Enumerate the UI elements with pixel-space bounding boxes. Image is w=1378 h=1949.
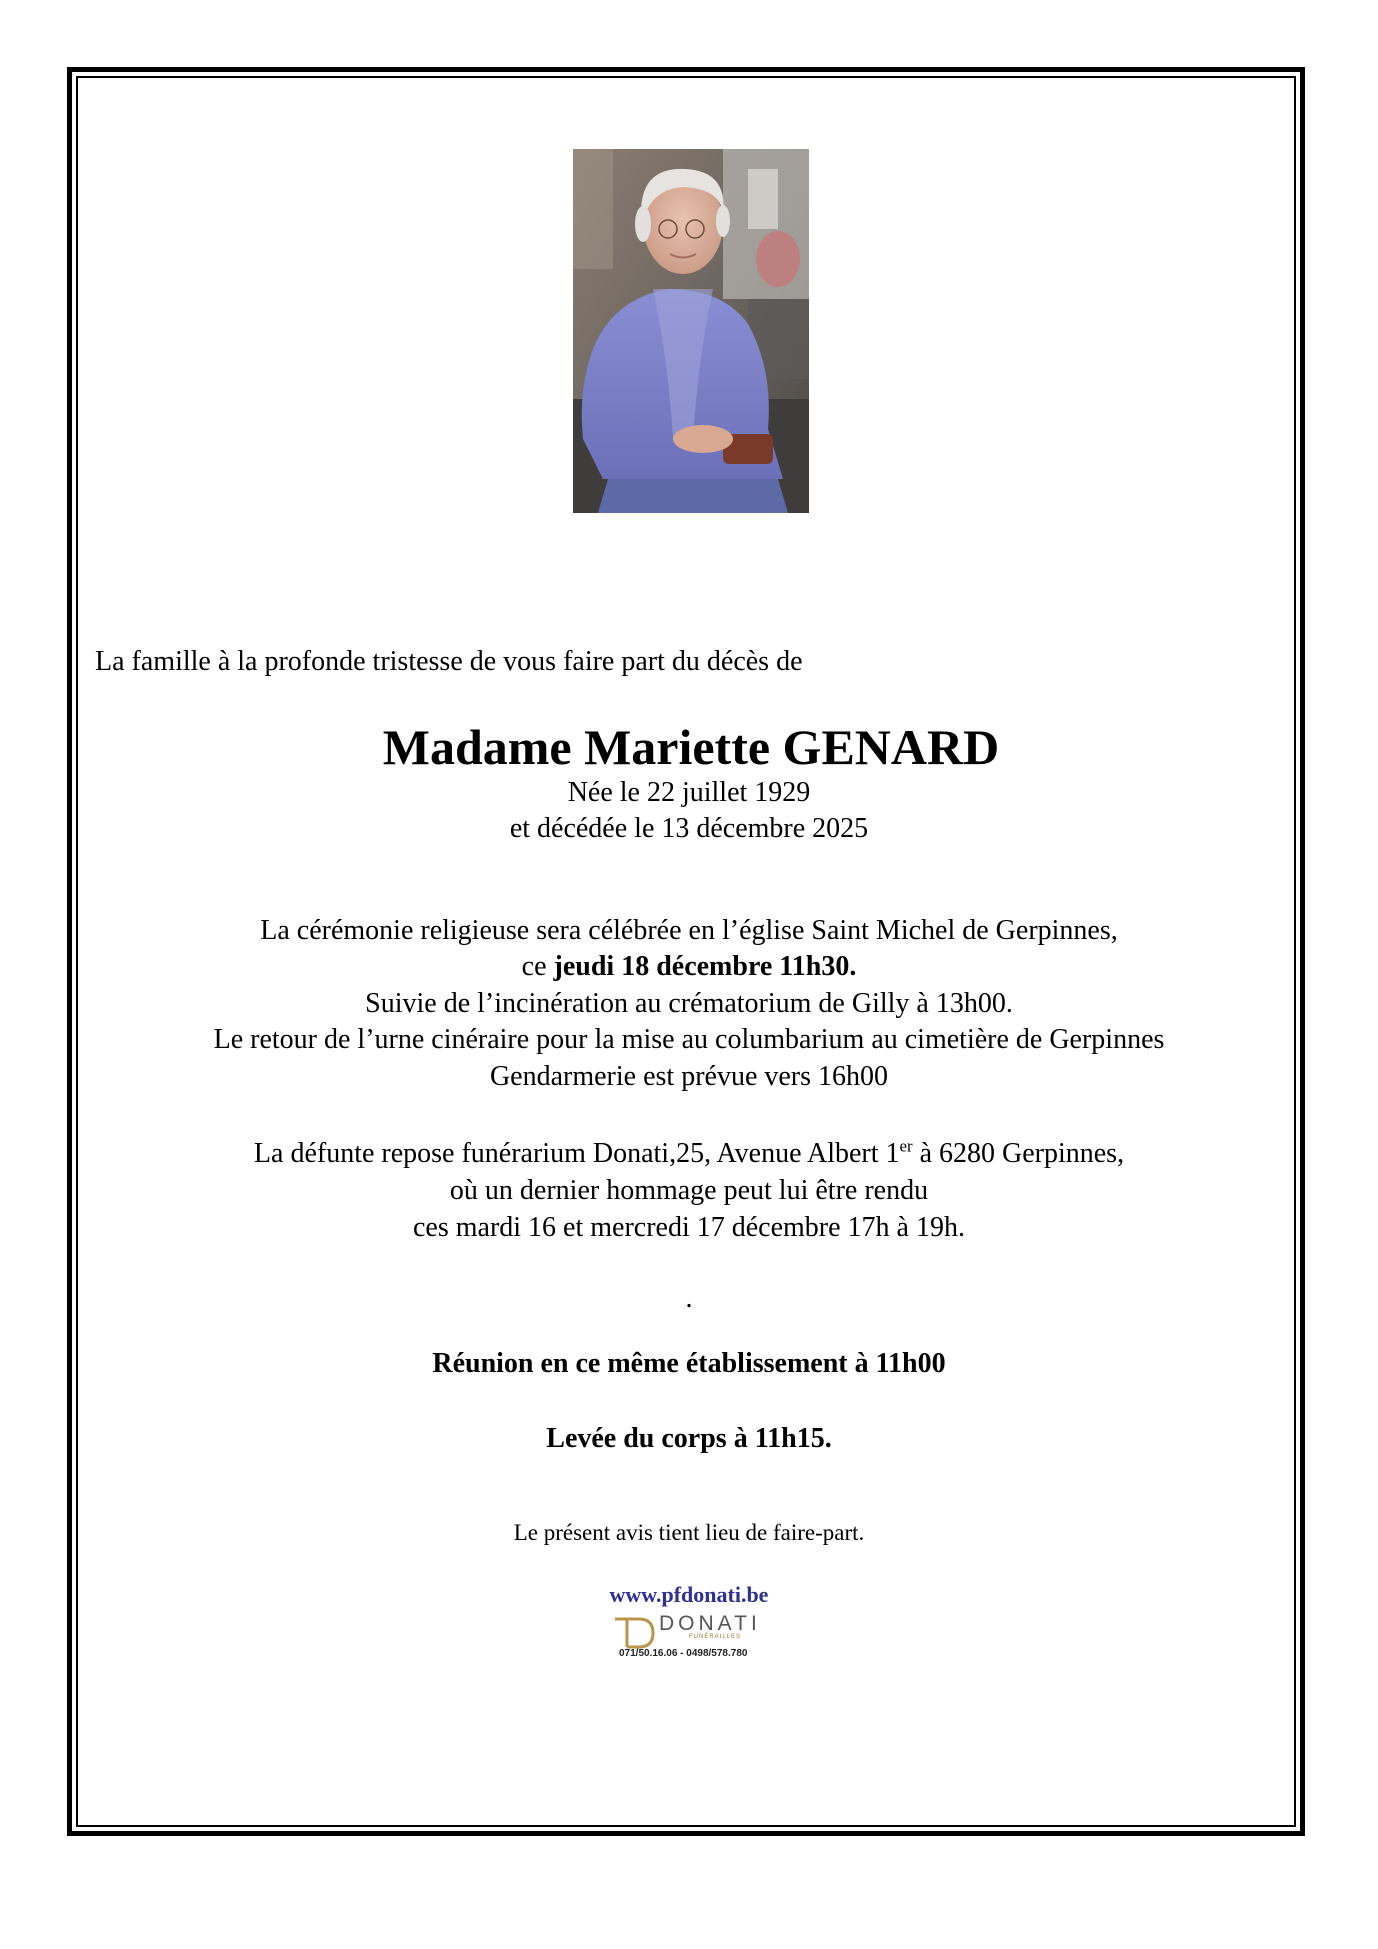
- ceremony-date: jeudi 18 décembre 11h30.: [553, 951, 857, 982]
- website-link[interactable]: www.pfdonati.be: [609, 1582, 769, 1607]
- donati-logo: [613, 1613, 773, 1663]
- ceremony-line-1: La cérémonie religieuse sera célébrée en l’église Saint Michel de Gerpinnes,: [260, 915, 1118, 946]
- logo-subtitle: FUNÉRAILLES: [689, 1634, 742, 1640]
- visitation-address-start: La défunte repose funérarium Donati,25, Avenue Albert 1: [253, 1138, 900, 1169]
- logo-wordmark: DONATI: [659, 1612, 761, 1635]
- meeting-info: Réunion en ce même établissement à 11h00: [432, 1348, 946, 1379]
- separator-dot: .: [685, 1283, 693, 1314]
- birth-date: Née le 22 juillet 1929: [567, 777, 811, 808]
- notice-text: Le présent avis tient lieu de faire-part.: [513, 1520, 865, 1545]
- ceremony-line-2: [0, 953, 1378, 981]
- visitation-line-3: ces mardi 16 et mercredi 17 décembre 17h à 19h.: [412, 1212, 965, 1243]
- ceremony-line-3: Suivie de l’incinération au crématorium de Gilly à 13h00.: [365, 988, 1013, 1019]
- visitation-line-2: où un dernier hommage peut lui être rendu: [449, 1175, 929, 1206]
- donati-monogram-icon: [613, 1613, 657, 1649]
- visitation-line-1: [0, 1136, 1378, 1169]
- portrait-photo: [573, 149, 809, 513]
- deceased-name: Madame Mariette GENARD: [382, 719, 1000, 775]
- ceremony-line-4: Le retour de l’urne cinéraire pour la mise au columbarium au cimetière de Gerpinnes: [213, 1024, 1165, 1055]
- logo-phone-numbers: 071/50.16.06 - 0498/578.780: [619, 1648, 748, 1659]
- body-lift-info: Levée du corps à 11h15.: [546, 1423, 832, 1454]
- ceremony-prefix: ce: [521, 951, 547, 982]
- ordinal-suffix: er: [899, 1136, 913, 1156]
- intro-text: La famille à la profonde tristesse de vous faire part du décès de: [95, 646, 803, 677]
- death-date: et décédée le 13 décembre 2025: [509, 813, 869, 844]
- ceremony-line-5: Gendarmerie est prévue vers 16h00: [489, 1061, 889, 1092]
- visitation-address-end: à 6280 Gerpinnes,: [912, 1138, 1125, 1169]
